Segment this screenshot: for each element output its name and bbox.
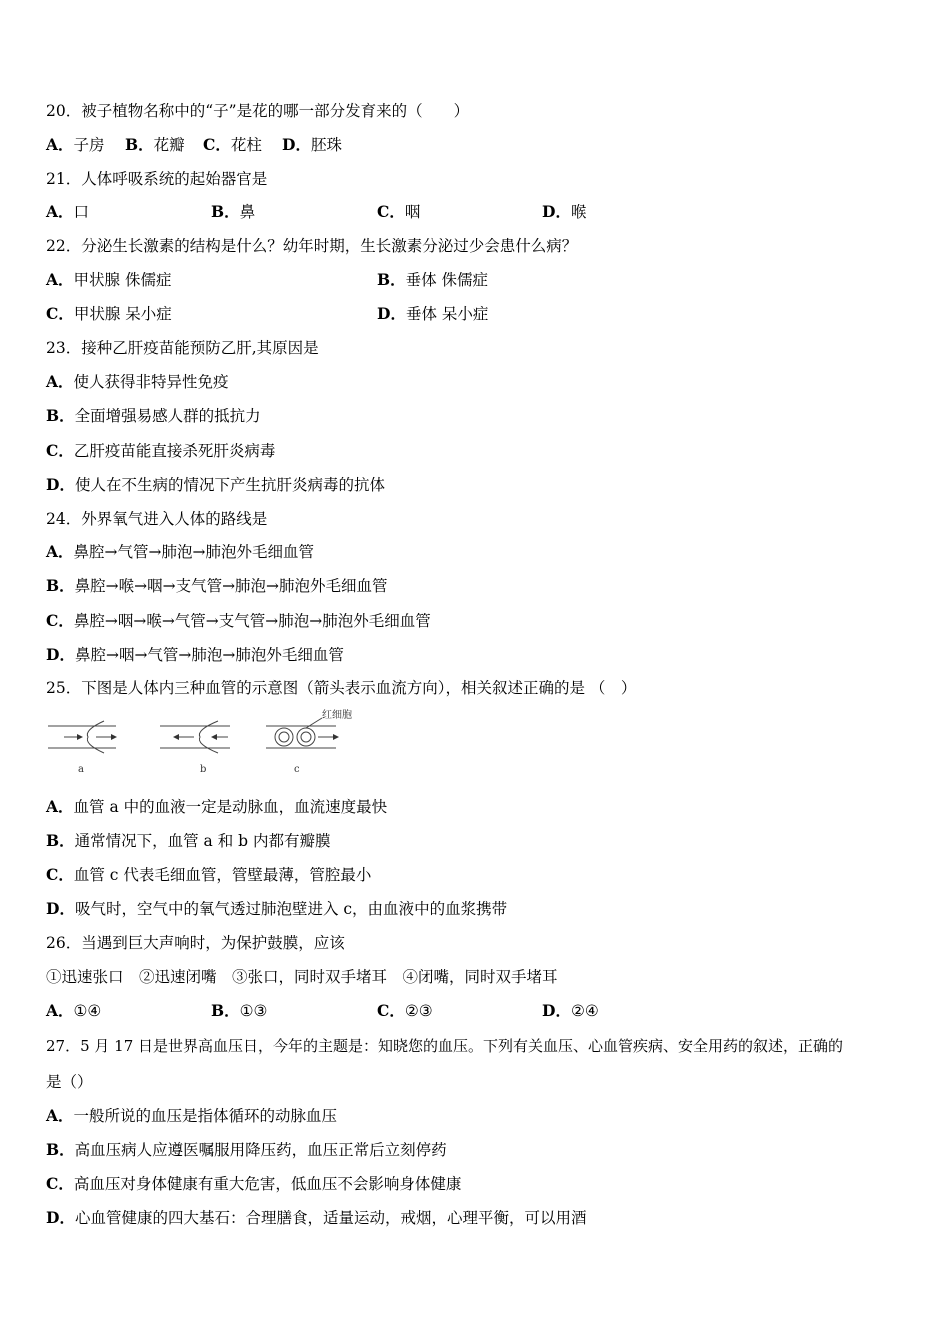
option-key: C． bbox=[46, 441, 74, 460]
option-text: 高血压病人应遵医嘱服用降压药，血压正常后立刻停药 bbox=[74, 1141, 447, 1159]
q23-stem: 23．接种乙肝疫苗能预防乙肝,其原因是 bbox=[46, 339, 319, 357]
option-key: D． bbox=[282, 135, 311, 154]
option-text: 吸气时，空气中的氧气透过肺泡壁进入 c，由血液中的血浆携带 bbox=[74, 900, 508, 918]
option-text: 鼻 bbox=[239, 203, 256, 221]
option-key: C． bbox=[377, 1001, 405, 1020]
option-key: C． bbox=[46, 1174, 74, 1193]
q27-option-d bbox=[46, 1208, 586, 1228]
q25-stem: 25．下图是人体内三种血管的示意图（箭头表示血流方向），相关叙述正确的是 （ ） bbox=[46, 679, 637, 697]
label-c: c bbox=[294, 764, 300, 775]
option-key: B． bbox=[46, 1140, 75, 1159]
vessel-a bbox=[48, 721, 116, 753]
option-key: A． bbox=[46, 542, 74, 561]
q24-stem: 24．外界氧气进入人体的路线是 bbox=[46, 510, 268, 528]
option-key: B． bbox=[46, 406, 75, 425]
option-text: 通常情况下，血管 a 和 b 内都有瓣膜 bbox=[74, 832, 331, 850]
option-text: 鼻腔→咽→喉→气管→支气管→肺泡→肺泡外毛细血管 bbox=[73, 612, 431, 630]
option-text: 甲状腺 侏儒症 bbox=[73, 271, 172, 289]
label-red-blood-cell: 红细胞 bbox=[322, 710, 352, 721]
vessel-c bbox=[266, 718, 338, 748]
option-key: A． bbox=[46, 135, 74, 154]
q22-stem: 22．分泌生长激素的结构是什么？幼年时期，生长激素分泌过少会患什么病？ bbox=[46, 237, 578, 255]
option-key: D． bbox=[377, 304, 406, 323]
option-key: C． bbox=[46, 865, 74, 884]
option-key: A． bbox=[46, 1001, 74, 1020]
option-key: C． bbox=[377, 202, 405, 221]
option-text: ①③ bbox=[239, 1002, 268, 1020]
option-text: 垂体 侏儒症 bbox=[405, 271, 489, 289]
option-text: 使人在不生病的情况下产生抗肝炎病毒的抗体 bbox=[74, 476, 385, 494]
q25-option-b bbox=[46, 831, 330, 851]
option-key: A． bbox=[46, 797, 74, 816]
option-key: A． bbox=[46, 1106, 74, 1125]
option-text: 垂体 呆小症 bbox=[405, 305, 489, 323]
option-text: 血管 a 中的血液一定是动脉血，血流速度最快 bbox=[73, 798, 388, 816]
option-text: 胚珠 bbox=[310, 136, 342, 154]
option-key: B． bbox=[377, 270, 406, 289]
option-key: A． bbox=[46, 372, 74, 391]
label-a: a bbox=[78, 764, 84, 775]
option-key: D． bbox=[46, 475, 75, 494]
q25-option-d bbox=[46, 899, 507, 919]
q24-option-c bbox=[46, 611, 431, 631]
option-key: D． bbox=[46, 1208, 75, 1227]
option-key: C． bbox=[46, 304, 74, 323]
option-key: A． bbox=[46, 202, 74, 221]
q24-option-d bbox=[46, 645, 344, 665]
q25-option-a bbox=[46, 797, 387, 817]
option-key: A． bbox=[46, 270, 74, 289]
option-text: 乙肝疫苗能直接杀死肝炎病毒 bbox=[73, 442, 276, 460]
option-text: 花瓣 bbox=[153, 136, 185, 154]
blood-vessel-diagram bbox=[44, 706, 364, 782]
option-key: B． bbox=[211, 202, 240, 221]
option-text: 口 bbox=[73, 203, 90, 221]
option-key: B． bbox=[211, 1001, 240, 1020]
q27-option-b bbox=[46, 1140, 447, 1160]
q23-option-a bbox=[46, 372, 229, 392]
option-text: 全面增强易感人群的抵抗力 bbox=[74, 407, 261, 425]
option-key: B． bbox=[46, 831, 75, 850]
option-text: 子房 bbox=[73, 136, 105, 154]
option-text: 鼻腔→咽→气管→肺泡→肺泡外毛细血管 bbox=[74, 646, 344, 664]
q26-stem: 26．当遇到巨大声响时，为保护鼓膜，应该 bbox=[46, 934, 345, 952]
option-text: 鼻腔→气管→肺泡→肺泡外毛细血管 bbox=[73, 543, 314, 561]
q21-stem: 21．人体呼吸系统的起始器官是 bbox=[46, 170, 268, 188]
q23-option-d bbox=[46, 475, 385, 495]
q27-stem-line2: 是（） bbox=[46, 1073, 93, 1091]
option-key: C． bbox=[46, 611, 74, 630]
option-key: D． bbox=[542, 1001, 571, 1020]
q24-option-b bbox=[46, 576, 388, 596]
q25-option-c bbox=[46, 865, 371, 885]
q20-stem: 20．被子植物名称中的“子”是花的哪一部分发育来的（ ） bbox=[46, 102, 470, 120]
option-key: B． bbox=[125, 135, 154, 154]
option-text: 花柱 bbox=[230, 136, 262, 154]
option-key: B． bbox=[46, 576, 75, 595]
option-text: 血管 c 代表毛细血管，管壁最薄，管腔最小 bbox=[73, 866, 372, 884]
option-text: 鼻腔→喉→咽→支气管→肺泡→肺泡外毛细血管 bbox=[74, 577, 388, 595]
option-text: ①④ bbox=[73, 1002, 102, 1020]
option-text: 喉 bbox=[570, 203, 587, 221]
vessel-b bbox=[160, 721, 230, 753]
option-key: D． bbox=[46, 645, 75, 664]
q27-option-a bbox=[46, 1106, 337, 1126]
option-text: 咽 bbox=[404, 203, 421, 221]
option-text: ②④ bbox=[570, 1002, 599, 1020]
q26-choices: ①迅速张口 ②迅速闭嘴 ③张口，同时双手堵耳 ④闭嘴，同时双手堵耳 bbox=[46, 968, 558, 986]
option-text: 使人获得非特异性免疫 bbox=[73, 373, 229, 391]
option-text: 一般所说的血压是指体循环的动脉血压 bbox=[73, 1107, 338, 1125]
q23-option-c bbox=[46, 441, 275, 461]
option-key: C． bbox=[203, 135, 231, 154]
option-text: 心血管健康的四大基石：合理膳食，适量运动，戒烟，心理平衡，可以用酒 bbox=[74, 1209, 587, 1227]
q27-option-c bbox=[46, 1174, 461, 1194]
option-text: 甲状腺 呆小症 bbox=[73, 305, 172, 323]
option-key: D． bbox=[46, 899, 75, 918]
q24-option-a bbox=[46, 542, 314, 562]
option-text: 高血压对身体健康有重大危害，低血压不会影响身体健康 bbox=[73, 1175, 462, 1193]
q27-stem-line1: 27．5 月 17 日是世界高血压日，今年的主题是：知晓您的血压。下列有关血压、心血管疾病、安全用药的叙述，正确的 bbox=[46, 1037, 844, 1055]
option-text: ②③ bbox=[404, 1002, 433, 1020]
label-b: b bbox=[200, 764, 207, 775]
q23-option-b bbox=[46, 406, 261, 426]
option-key: D． bbox=[542, 202, 571, 221]
